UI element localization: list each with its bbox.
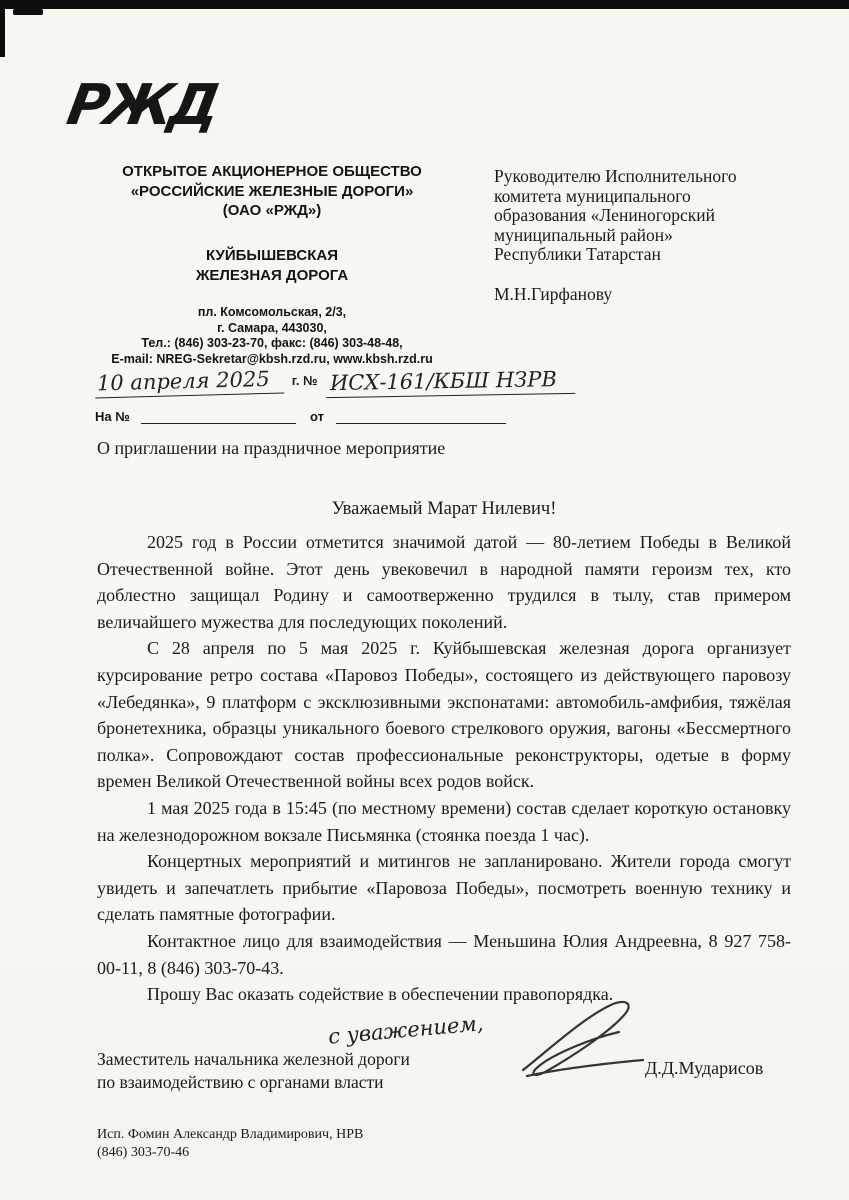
division-name-line: КУЙБЫШЕВСКАЯ (205, 247, 339, 264)
executor-name: Исп. Фомин Александр Владимирович, НРВ (97, 1127, 364, 1142)
addressee-line: Республики Татарстан (494, 244, 661, 264)
scan-artifact-blob (13, 9, 43, 15)
contact-phone-line: Тел.: (846) 303-23-70, факс: (846) 303-48-48, (141, 336, 403, 350)
contact-address-line: г. Самара, 443030, (217, 320, 327, 335)
contact-info (58, 305, 486, 367)
addressee-line: образования «Лениногорский (494, 205, 716, 225)
signer-position (97, 1048, 410, 1093)
signer-name: Д.Д.Мударисов (645, 1058, 764, 1078)
addressee-name: М.Н.Гирфанову (494, 283, 613, 304)
reference-number-blank (141, 409, 296, 424)
reference-ot-label: от (309, 409, 324, 424)
letter-subject: О приглашении на праздничное мероприятие (97, 438, 446, 458)
addressee-line: Руководителю Исполнительного (494, 166, 737, 186)
body-paragraph: Прошу Вас оказать содействие в обеспечении правопорядка. (147, 984, 614, 1005)
organization-name (88, 162, 456, 221)
body-paragraph: Концертных мероприятий и митингов не запланировано. Жители города смогут увидеть и запечатлеть прибытие «Паровоза Победы», посмотреть военную технику и сделать памятные фотографии. (97, 851, 791, 925)
scan-edge-left (0, 0, 5, 57)
date-number-separator: г. № (291, 373, 318, 388)
addressee-line: комитета муниципального (494, 185, 691, 206)
addressee-block (494, 167, 809, 304)
division-name-line: ЖЕЛЕЗНАЯ ДОРОГА (195, 266, 349, 284)
scan-edge-top (0, 0, 849, 9)
division-name (88, 246, 456, 285)
executor-block (97, 1126, 363, 1162)
contact-email-line: E-mail: NREG-Sekretar@kbsh.rzd.ru, www.kbsh.rzd.ru (111, 351, 433, 366)
handwritten-closing-note: с уважением, (327, 1011, 485, 1049)
signer-position-line: по взаимодействию с органами власти (97, 1071, 384, 1092)
handwritten-outgoing-number: ИСХ-161/КБШ НЗРВ (325, 367, 574, 398)
reference-na-label: На № (95, 409, 130, 424)
executor-phone: (846) 303-70-46 (97, 1145, 190, 1160)
rzd-logo-text: РЖД (62, 73, 222, 138)
date-number-line (95, 366, 575, 396)
handwritten-date: 10 апреля 2025 (95, 367, 284, 399)
body-paragraph: Контактное лицо для взаимодействия — Меньшина Юлия Андреевна, 8 927 758-00-11, 8 (846) 303-70-43. (97, 930, 791, 978)
body-paragraph: 2025 год в России отметится значимой датой — 80-летием Победы в Великой Отечественной войне. Этот день увековечил в народной памяти героизм тех, кто доблестно защищал Родину и самоотверженно трудился в тылу, став примером величайшего мужества для последующих поколений. (97, 532, 791, 632)
salutation: Уважаемый Марат Нилевич! (331, 499, 557, 519)
organization-name-line: (ОАО «РЖД») (222, 202, 322, 219)
organization-name-line: ОТКРЫТОЕ АКЦИОНЕРНОЕ ОБЩЕСТВО (122, 163, 422, 180)
reference-date-blank (336, 409, 506, 424)
organization-name-line: «РОССИЙСКИЕ ЖЕЛЕЗНЫЕ ДОРОГИ» (130, 182, 414, 200)
reference-line (95, 409, 506, 424)
body-paragraph: 1 мая 2025 года в 15:45 (по местному времени) состав сделает короткую остановку на железнодорожном вокзале Письмянка (стоянка поезда 1 час). (97, 797, 791, 845)
addressee-line: муниципальный район» (494, 224, 673, 245)
letter-body (97, 529, 791, 1008)
body-paragraph: С 28 апреля по 5 мая 2025 г. Куйбышевская железная дорога организует курсирование ретро состава «Паровоз Победы», состоящего из действующего паровозу «Лебедянка», 9 платформ с эксклюзивными экспонатами: автомобиль-амфибия, тяжёлая бронетехника, образцы уникального боевого стрелкового оружия, вагоны «Бессмертного полка». Сопровождают состав профессиональные реконструкторы, одетые в форму времен Великой Отечественной войны всех родов войск. (97, 638, 791, 792)
contact-address-line: пл. Комсомольская, 2/3, (197, 305, 347, 319)
signer-position-line: Заместитель начальника железной дороги (97, 1049, 410, 1069)
handwritten-signature (515, 998, 650, 1088)
rzd-logo (62, 73, 222, 138)
